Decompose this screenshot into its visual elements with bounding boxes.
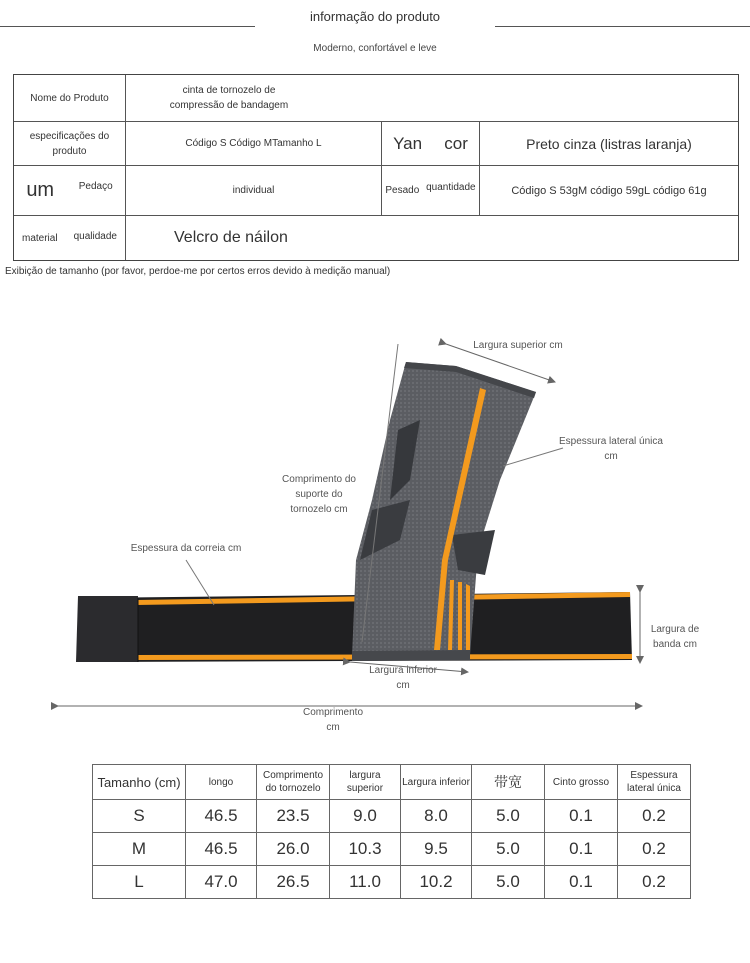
header-rule-right (495, 26, 750, 27)
label-side-thickness: Espessura lateral única cm (559, 436, 663, 462)
label-band-width: Largura de banda cm (650, 624, 700, 650)
material-label (14, 216, 126, 260)
color-label (382, 122, 480, 166)
color-label-a: Yan (393, 133, 423, 153)
size-table-header (93, 765, 691, 800)
size-note: Exibição de tamanho (por favor, perdoe-me por certos erros devido à medição manual) (5, 266, 391, 277)
page-subtitle: Moderno, confortável e leve (313, 43, 437, 54)
material-label-b: qualidade (73, 230, 117, 242)
product-info-table (13, 74, 739, 261)
unit-value: individual (126, 166, 382, 216)
page-title: informação do produto (309, 9, 441, 24)
weight-label (382, 166, 480, 216)
header-side-thickness: Espessura lateral única (618, 765, 691, 800)
label-strap-thickness: Espessura da correia cm (130, 543, 242, 554)
weight-value: Código S 53gM código 59gL código 61g (480, 166, 738, 216)
unit-label-small: Pedaço (78, 181, 113, 192)
header-rule-left (0, 26, 255, 27)
table-row (93, 866, 691, 899)
side-thickness-line (503, 448, 563, 466)
cell: 9.0 (330, 800, 401, 833)
product-name-label: Nome do Produto (14, 75, 126, 122)
cell: 0.2 (618, 866, 691, 899)
cell: L (93, 866, 186, 899)
header-top-width: largura superior (330, 765, 401, 800)
material-value: Velcro de náilon (174, 229, 288, 246)
cell: 10.2 (401, 866, 472, 899)
material-label-a: material (22, 232, 58, 244)
cell: 0.2 (618, 800, 691, 833)
cell: 5.0 (472, 833, 545, 866)
header-size: Tamanho (cm) (93, 765, 186, 800)
header-band-width: 带宽 (472, 765, 545, 800)
cell: 46.5 (186, 833, 257, 866)
cell: 23.5 (257, 800, 330, 833)
label-top-width: Largura superior cm (473, 340, 563, 351)
cell: 0.1 (545, 833, 618, 866)
cell: 26.0 (257, 833, 330, 866)
weight-label-b: quantidade (426, 182, 476, 193)
unit-label-big: um (26, 179, 55, 201)
cell: 10.3 (330, 833, 401, 866)
size-table (92, 764, 691, 899)
spec-sizes: Código S Código MTamanho L (126, 122, 382, 166)
cell: 46.5 (186, 800, 257, 833)
cell: 0.1 (545, 800, 618, 833)
cell: 9.5 (401, 833, 472, 866)
color-label-b: cor (444, 133, 468, 153)
product-name-value: cinta de tornozelo de compressão de bandagem (169, 85, 289, 111)
cell: 8.0 (401, 800, 472, 833)
header-length: longo (186, 765, 257, 800)
spec-label: especificações do produto (14, 122, 126, 166)
color-value: Preto cinza (listras laranja) (480, 122, 738, 166)
unit-label (14, 166, 126, 216)
cell: 0.2 (618, 833, 691, 866)
cell: 5.0 (472, 866, 545, 899)
cell: 0.1 (545, 866, 618, 899)
cell: 26.5 (257, 866, 330, 899)
label-length: Comprimento cm (302, 707, 364, 733)
cell: 5.0 (472, 800, 545, 833)
table-row (93, 833, 691, 866)
cell: 47.0 (186, 866, 257, 899)
cell: M (93, 833, 186, 866)
label-support-length: Comprimento do suporte do tornozelo cm (282, 474, 356, 515)
header-ankle-length: Comprimento do tornozelo (257, 765, 330, 800)
weight-label-a: Pesado (385, 185, 420, 196)
header-bottom-width: Largura inferior (401, 765, 472, 800)
cell: S (93, 800, 186, 833)
label-bottom-width: Largura inferior cm (369, 665, 437, 691)
cell: 11.0 (330, 866, 401, 899)
table-row (93, 800, 691, 833)
header-belt-thickness: Cinto grosso (545, 765, 618, 800)
product-name-cell (126, 75, 738, 122)
